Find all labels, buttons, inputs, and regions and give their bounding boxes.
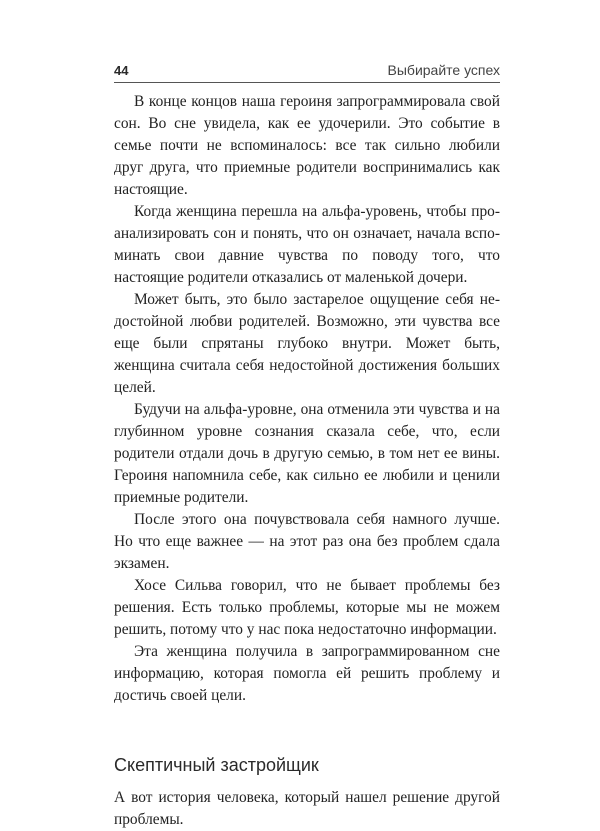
section-body xyxy=(114,787,500,831)
section-intro-paragraph: А вот история человека, который нашел решение другой проблемы. xyxy=(114,789,500,828)
paragraph-5: После этого она почувствовала себя намного лучше. Но что еще важнее — на этот раз она без проблем сдала экзамен. xyxy=(114,511,500,572)
main-text xyxy=(114,91,500,831)
paragraph-4: Будучи на альфа-уровне, она отменила эти чувства и на глубинном уровне сознания сказала себе, что, если родители отдали дочь в другую семью, в том нет ее вины. Героиня напомнила себе, как сильно ее любили и ценили приемные родители. xyxy=(114,401,500,506)
running-title: Выбирайте успех xyxy=(387,62,500,78)
paragraph-7: Эта женщина получила в запрограммированном сне информацию, которая помогла ей решить проблему и достичь своей цели. xyxy=(114,643,500,704)
paragraph-1: В конце концов наша героиня запрограммировала свой сон. Во сне увидела, как ее удочерили. Это событие в семье почти не вспоминалось: все так сильно любили друг друга, что приемные родители воспринимались как настоящие. xyxy=(114,93,500,198)
paragraph-3: Может быть, это было застарелое ощущение себя недостойной любви родителей. Возможно, эти чувства все еще были спрятаны глубоко внутри. Может быть, женщина считала себя недостойной достижения больших целей. xyxy=(114,291,500,396)
paragraph-6: Хосе Сильва говорил, что не бывает проблемы без решения. Есть только проблемы, которые мы не можем решить, потому что у нас пока недостаточно информации. xyxy=(114,577,500,638)
page-number: 44 xyxy=(114,63,129,78)
book-page xyxy=(114,58,500,831)
running-head xyxy=(114,58,500,83)
paragraph-2: Когда женщина перешла на альфа-уровень, чтобы проанализировать сон и понять, что он означает, начала вспоминать свои давние чувства по поводу того, что настоящие родители отказались от маленькой дочери. xyxy=(114,203,500,286)
section-heading: Скептичный застройщик xyxy=(114,755,319,775)
